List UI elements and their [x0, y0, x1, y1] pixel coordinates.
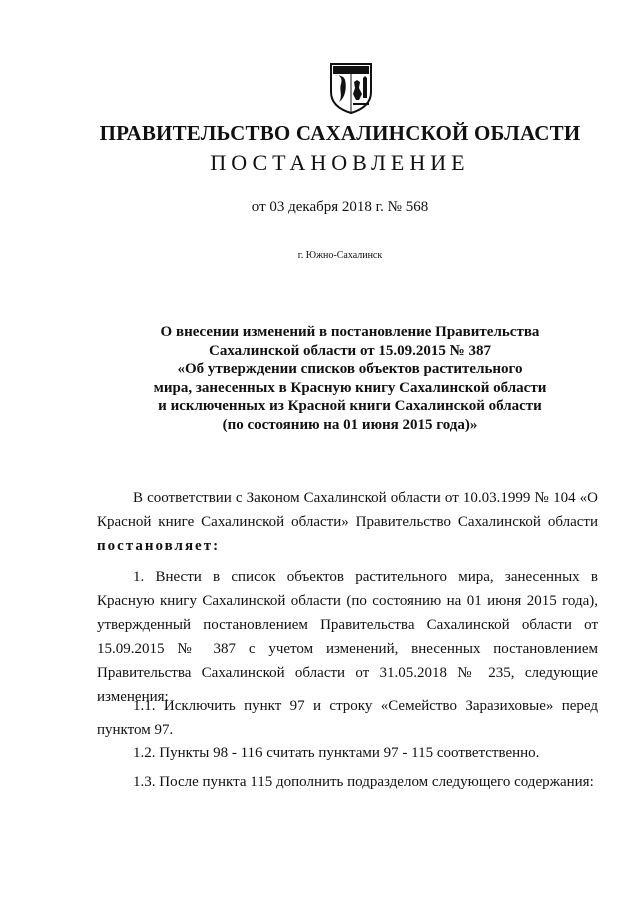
document-subject — [150, 323, 550, 435]
subject-line: Сахалинской области от 15.09.2015 № 387 — [209, 342, 491, 359]
item-1-2-text: 1.2. Пункты 98 - 116 считать пунктами 97 - 115 соответственно. — [133, 745, 540, 761]
subject-line: О внесении изменений в постановление Правительства — [160, 324, 540, 340]
document-type: ПОСТАНОВЛЕНИЕ — [210, 150, 470, 175]
item-1-3-text: 1.3. После пункта 115 дополнить подразделом следующего содержания: — [133, 774, 594, 790]
item-1-text: 1. Внести в список объектов растительного мира, занесенных в Красную книгу Сахалинской области (по состоянию на 01 июня 2015 года), утвержденный постановлением Правительства Сахалинской области от 15.09.2015 № 387 с учетом изменений, внесенных постановлением Правительства Сахалинской области от 31.05.2018 № 235, следующие изменения: — [97, 569, 598, 705]
item-1-paragraph — [97, 565, 598, 709]
item-1-3-paragraph — [97, 770, 598, 794]
subject-line: «Об утверждении списков объектов растительного — [177, 361, 523, 378]
subject-line: и исключенных из Красной книги Сахалинской области — [158, 398, 542, 415]
item-1-2-paragraph — [97, 741, 598, 765]
decree-keyword: постановляет: — [97, 538, 221, 554]
intro-text: В соответствии с Законом Сахалинской области от 10.03.1999 № 104 «О Красной книге Сахалинской области» Правительство Сахалинской области — [97, 490, 598, 530]
item-1-1-paragraph — [97, 694, 598, 742]
item-1-1-text: 1.1. Исключить пункт 97 и строку «Семейство Заразиховые» перед пунктом 97. — [97, 698, 598, 738]
subject-line: (по состоянию на 01 июня 2015 года)» — [222, 416, 478, 433]
city-name: г. Южно-Сахалинск — [297, 250, 383, 261]
document-date-number: от 03 декабря 2018 г. № 568 — [251, 199, 429, 215]
coat-of-arms-icon — [329, 62, 373, 114]
intro-paragraph — [97, 486, 598, 558]
government-name: ПРАВИТЕЛЬСТВО САХАЛИНСКОЙ ОБЛАСТИ — [99, 121, 581, 145]
subject-line: мира, занесенных в Красную книгу Сахалинской области — [153, 379, 547, 396]
